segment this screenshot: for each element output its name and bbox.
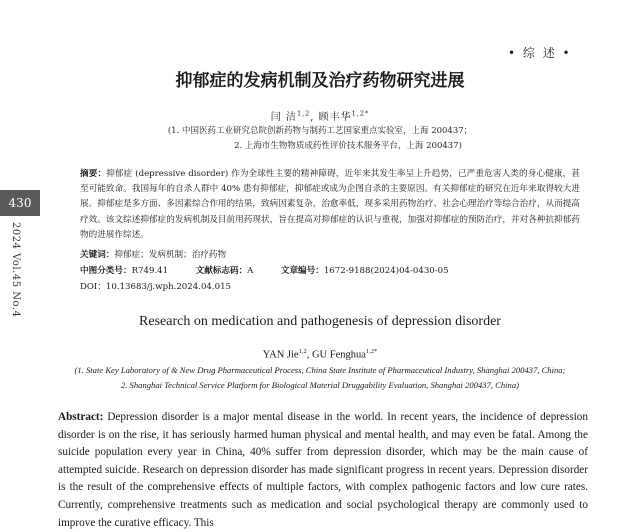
- keywords-label: 关键词：: [80, 250, 115, 260]
- page-number-tab: 430: [0, 190, 40, 216]
- author-2-sup-cn: 1,2*: [351, 109, 370, 118]
- abstract-text-en: Depression disorder is a major mental disease in the world. In recent years, the incidence of depression disorder is on the rise, it has seriously harmed human physical and mental health, and may even be fatal. Among the suicide population every year in China, 40% suffer from depression disorder, which may be the main cause of attempted suicide. Research on depression disorder has made significant progress in recent years. Depression disorder is the result of the comprehensive effects of multiple factors, with complex pathogenic factors and low cure rates. Currently, comprehensive treatments such as medication and social psychological therapy are commonly used to improve the curative efficacy. This: [58, 411, 588, 529]
- doc-code-value: A: [247, 266, 254, 276]
- section-tag: • 综 述 •: [508, 46, 572, 60]
- chinese-authors: [0, 108, 640, 123]
- abstract-label-en: Abstract:: [58, 411, 104, 423]
- author-1-sup-en: 1,2: [298, 348, 307, 355]
- english-abstract: [58, 409, 588, 532]
- volume-info: 2024 Vol.45 No.4: [10, 222, 21, 318]
- author-1-sup-cn: 1,2: [296, 109, 311, 118]
- abstract-label-cn: 摘要：: [80, 169, 107, 179]
- chinese-affiliation-2: 2. 上海市生物物质成药性评价技术服务平台，上海 200437): [234, 141, 462, 151]
- keywords-row: [80, 248, 226, 260]
- abstract-text-cn: 抑郁症 (depressive disorder) 作为全球性主要的精神障碍，近年来其发生率呈上升趋势，已严重危害人类的身心健康，甚至可能致命。我国每年的自杀人群中 40% 患有抑郁症，抑郁症或成为企图自杀的主要原因。有关抑郁症的研究在近年来取得较大进展。抑郁症是多方面、多因素综合作用的结果，致病因素复杂，治愈率低，现多采用药物治疗、社会心理治疗等综合治疗，从而提高疗效。该文综述抑郁症的发病机制及目前用药现状，旨在提高对抑郁症的认识与重视，加强对抑郁症的预防治疗，并对各种抗抑郁药物的进展作综述。: [80, 169, 580, 240]
- author-1-name-cn: 闫 洁: [270, 112, 297, 123]
- doi: DOI：10.13683/j.wph.2024.04.015: [80, 282, 232, 292]
- author-2-sup-en: 1,2*: [365, 348, 378, 355]
- article-no-label: 文章编号：: [280, 266, 324, 276]
- chinese-abstract: [80, 167, 580, 243]
- clc-value: R749.41: [131, 266, 169, 276]
- author-2-name-cn: , 顾丰华: [310, 112, 352, 123]
- author-2-name-en: , GU Fenghua: [306, 349, 366, 361]
- english-authors: [0, 348, 640, 361]
- keywords-text: 抑郁症；发病机制；治疗药物: [114, 250, 227, 260]
- english-affiliation-2: 2. Shanghai Technical Service Platform for Biological Material Druggability Evaluation, Shanghai 200437, China): [120, 380, 520, 390]
- chinese-affiliation-1: (1. 中国医药工业研究总院创新药物与制药工艺国家重点实验室，上海 200437；: [167, 126, 473, 136]
- doc-code-label: 文献标志码：: [195, 266, 248, 276]
- author-1-name-en: YAN Jie: [262, 349, 299, 361]
- english-title: Research on medication and pathogenesis of depression disorder: [139, 314, 501, 329]
- english-affiliation-1: (1. State Key Laboratory of & New Drug Pharmaceutical Process, China State Institute of Pharmaceutical Industry, Shanghai 200437, China;: [74, 365, 566, 375]
- classification-row: [80, 264, 449, 276]
- clc-label: 中图分类号：: [80, 266, 132, 276]
- article-no-value: 1672-9188(2024)04-0430-05: [323, 266, 449, 276]
- chinese-title: 抑郁症的发病机制及治疗药物研究进展: [175, 71, 465, 91]
